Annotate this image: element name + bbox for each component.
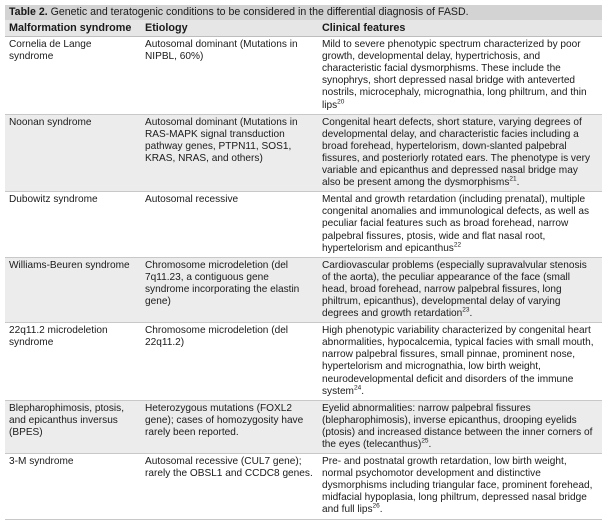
features-text: Mild to severe phenotypic spectrum characterized by poor growth, developmental delay, hypertrichosis, and characteristic facial dysmorphisms. These include the synophrys, short depressed nasal bridge with anteverted nostrils, microcephaly, micrognathia, long philtrum, and thin lips	[322, 39, 587, 111]
etiology-cell: Heterozygous mutations (FOXL2 gene); cases of homozygosity have rarely been reported.	[141, 400, 318, 453]
reference-number: 21	[509, 175, 517, 183]
table-row	[5, 37, 602, 115]
table-container	[5, 5, 602, 520]
syndrome-cell: Dubowitz syndrome	[5, 192, 141, 257]
etiology-cell: Autosomal dominant (Mutations in RAS-MAPK signal transduction pathway genes, PTPN11, SOS1, KRAS, NRAS, and others)	[141, 114, 318, 192]
syndrome-cell: Noonan syndrome	[5, 114, 141, 192]
caption-text: Genetic and teratogenic conditions to be considered in the differential diagnosis of FASD.	[47, 6, 469, 18]
reference-number: 24	[353, 384, 362, 392]
etiology-cell: Autosomal recessive (CUL7 gene); rarely the OBSL1 and CCDC8 genes.	[141, 454, 318, 519]
clinical-features-cell	[318, 454, 602, 519]
column-header-etiology: Etiology	[141, 20, 318, 37]
features-text: Cardiovascular problems (especially supravalvular stenosis of the aorta), the peculiar appearance of the face (small head, broad forehead, narrow palpebral fissures, long philtrum, epicanthus), developmental delay of varying degrees and growth retardation	[322, 259, 587, 320]
table-row	[5, 454, 602, 519]
features-text: Mental and growth retardation (including prenatal), multiple congenital anomalies and immunological defects, as well as peculiar facial features such as broad forehead, narrow palpebral fissures, ptosis, wide and flat nasal root, hypertelorism and epicanthus	[322, 194, 590, 254]
column-header-syndrome: Malformation syndrome	[5, 20, 141, 37]
syndrome-cell: Cornelia de Lange syndrome	[5, 37, 141, 115]
etiology-cell: Chromosome microdeletion (del 7q11.23, a contiguous gene syndrome incorporating the elastin gene)	[141, 257, 318, 322]
syndrome-cell: Williams-Beuren syndrome	[5, 257, 141, 322]
clinical-features-cell	[318, 400, 602, 453]
features-tail: .	[379, 504, 383, 516]
features-text: Pre- and postnatal growth retardation, low birth weight, normal psychomotor development and distinctive dysmorphisms including triangular face, prominent forehead, midfacial hypoplasia, long philtrum, depressed nasal bridge and full lips	[322, 456, 593, 516]
etiology-cell: Autosomal recessive	[141, 192, 318, 257]
features-text: High phenotypic variability characterized by congenital heart abnormalities, hypocalcemia, typical facies with small mouth, narrow palpebral fissures, small pinnae, prominent nose, hypertelorism and micrognathia, low birth weight, neurodevelopmental deficit and disorders of the immune system	[322, 325, 594, 397]
reference-number: 26	[372, 503, 380, 511]
clinical-features-cell	[318, 323, 602, 401]
syndrome-cell: Blepharophimosis, ptosis, and epicanthus inversus (BPES)	[5, 400, 141, 453]
caption-label: Table 2.	[9, 6, 48, 18]
clinical-features-cell	[318, 257, 602, 322]
features-tail: .	[361, 385, 365, 397]
header-row	[5, 20, 602, 37]
reference-number: 22	[453, 241, 462, 249]
etiology-cell: Autosomal dominant (Mutations in NIPBL, 60%)	[141, 37, 318, 115]
syndrome-cell: 3-M syndrome	[5, 454, 141, 519]
etiology-cell: Chromosome microdeletion (del 22q11.2)	[141, 323, 318, 401]
table-caption	[5, 5, 602, 20]
syndrome-cell: 22q11.2 microdeletion syndrome	[5, 323, 141, 401]
reference-number: 25	[421, 437, 429, 445]
clinical-features-cell	[318, 114, 602, 192]
features-tail: .	[428, 439, 432, 450]
differential-diagnosis-table	[5, 20, 602, 520]
clinical-features-cell	[318, 37, 602, 115]
reference-number: 23	[462, 306, 470, 314]
clinical-features-cell	[318, 192, 602, 257]
features-tail: .	[469, 308, 473, 320]
table-row	[5, 257, 602, 322]
table-row	[5, 192, 602, 257]
reference-number: 20	[337, 98, 345, 106]
features-text: Eyelid abnormalities: narrow palpebral fissures (blepharophimosis), inverse epicanthus, drooping eyelids (ptosis) and increased distance between the inner corners of the eyes (telecanthus)	[322, 402, 593, 450]
table-row	[5, 114, 602, 192]
features-text: Congenital heart defects, short stature, varying degrees of developmental delay, and characteristic facies including a broad forehead, hypertelorism, down-slanted palpebral fissures, and posteriorly rotated ears. The phenotype is very variable and epicanthus and depressed nasal bridge may also be present among the dysmorphisms	[322, 116, 590, 189]
table-row	[5, 323, 602, 401]
table-row	[5, 400, 602, 453]
column-header-clinical-features: Clinical features	[318, 20, 602, 37]
features-tail: .	[516, 177, 520, 189]
